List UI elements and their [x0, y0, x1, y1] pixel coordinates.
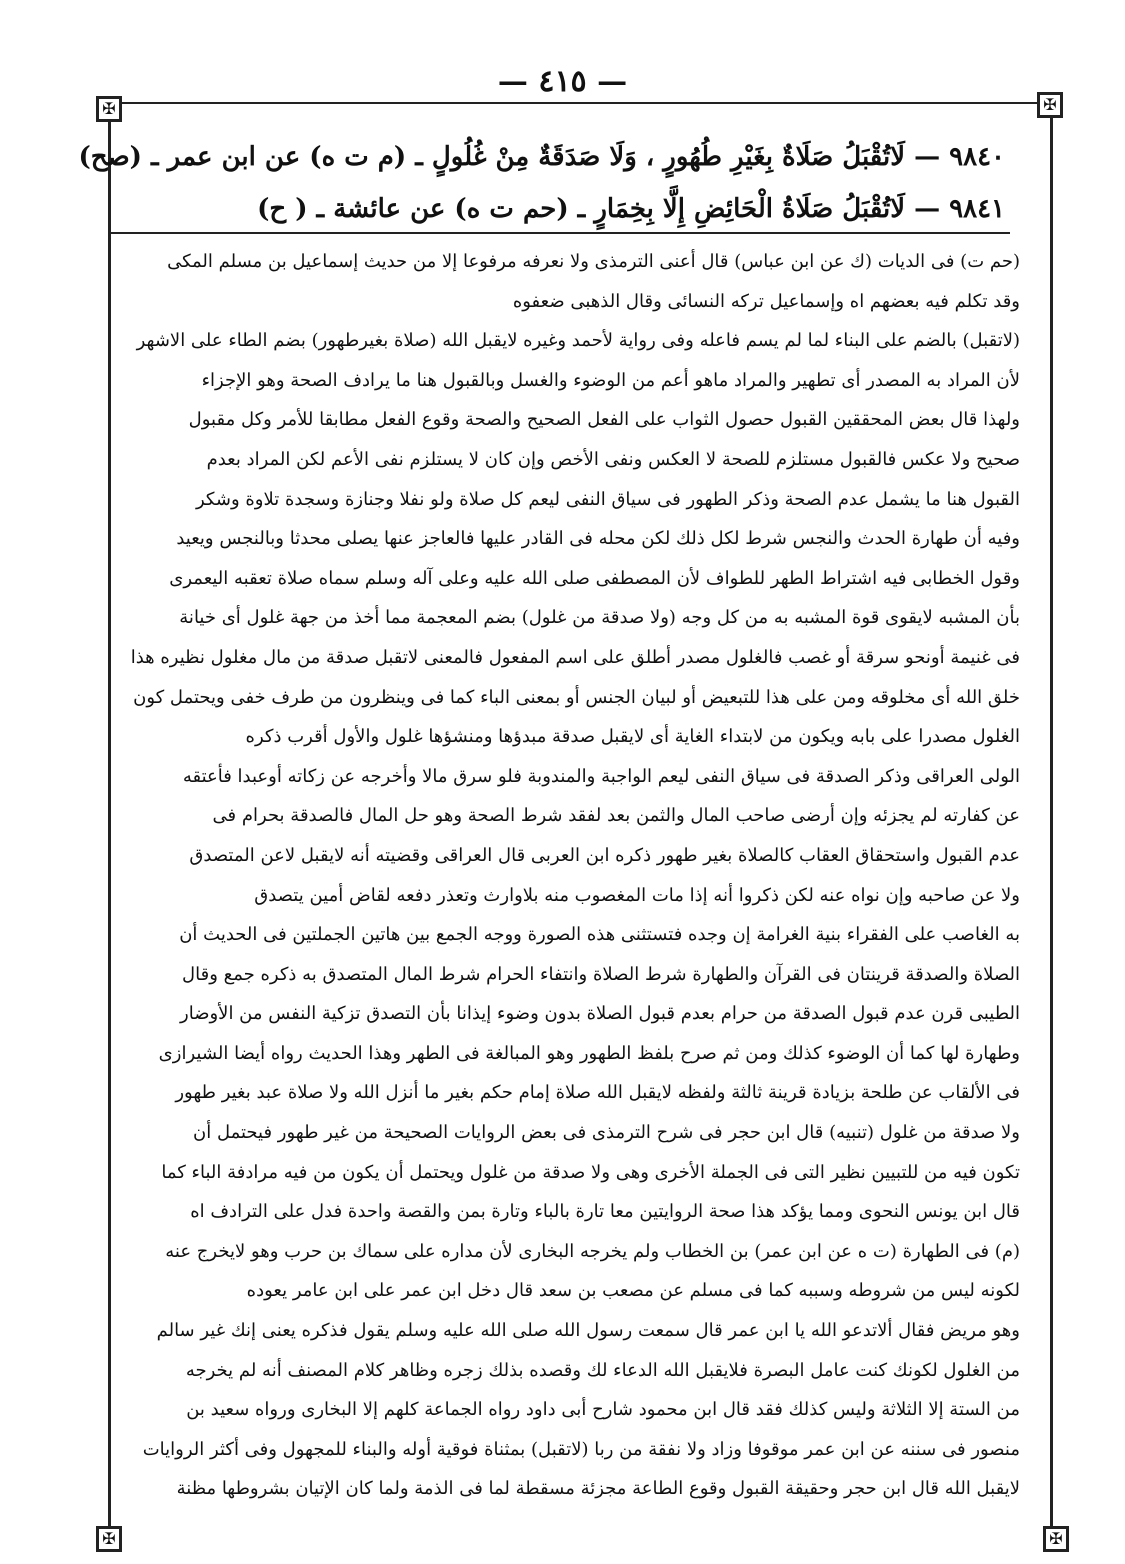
commentary-line: وهو مريض فقال ألاتدعو الله يا ابن عمر قال سمعت رسول الله صلى الله عليه وسلم يقول فذكره يعنى إنك غير سالم [156, 1320, 1020, 1342]
commentary-line: ولا عن صاحبه وإن نواه عنه لكن ذكروا أنه إذا مات المغصوب منه بلاوارث وتعذر دفعه لقاض أمين يتصدق [254, 884, 1020, 906]
hadith-9840: ٩٨٤٠ — لَاتُقْبَلُ صَلَاةٌ بِغَيْرِ طُهُورٍ ، وَلَا صَدَقَةٌ مِنْ غُلُولٍ ـ (م ت ه) عن ابن عمر ـ (صح) [78, 142, 1005, 172]
frame-top-border [108, 102, 1053, 104]
commentary-line: فى الألقاب عن طلحة بزيادة قرينة ثالثة ولفظه لايقبل الله صلاة إمام حكم بغير ما أنزل الله ولا صلاة عبد بغير طهور [175, 1082, 1020, 1104]
commentary-line: عدم القبول واستحقاق العقاب كالصلاة بغير طهور ذكره ابن العربى قال العراقى وقضيته أنه لايقبل لاعن المتصدق [189, 844, 1020, 866]
commentary-line: وطهارة لها كما أن الوضوء كذلك ومن ثم صرح بلفظ الطهور وهو المبالغة فى الطهر وهذا الحديث رواه أيضا الشيرازى [158, 1042, 1020, 1064]
commentary-line: بأن المشبه لايقوى قوة المشبه به من كل وجه (ولا صدقة من غلول) بضم المعجمة مما أخذ من جهة غلول أى خيانة [179, 607, 1020, 629]
commentary-line: خلق الله أى مخلوقه ومن على هذا للتبعيض أو لبيان الجنس أو بمعنى الباء كما فى وينظرون من طرف خفى ويحتمل كون [133, 686, 1020, 708]
commentary-line: تكون فيه من للتبيين نظير التى فى الجملة الأخرى وهى ولا صدقة من غلول ويحتمل أن يكون من فيه مرادفة الباء كما [161, 1161, 1020, 1183]
corner-ornament-icon: ✠ [1037, 92, 1063, 118]
corner-ornament-icon: ✠ [1043, 1526, 1069, 1552]
commentary-line: (لاتقبل) بالضم على البناء لما لم يسم فاعله وفى رواية لأحمد وغيره لايقبل الله (صلاة بغيرطهور) بضم الطاء على الاشهر [136, 330, 1020, 352]
hadith-9841: ٩٨٤١ — لَاتُقْبَلُ صَلَاةُ الْحَائِضِ إِلَّا بِخِمَارٍ ـ (حم ت ه) عن عائشة ـ ( ح) [257, 194, 1005, 224]
commentary-line: لايقبل الله قال ابن حجر وحقيقة القبول وقوع الطاعة مجزئة مسقطة لما فى الذمة ولما كان الإتيان بشروطها مظنة [176, 1478, 1020, 1500]
commentary-line: فى غنيمة أونحو سرقة أو غصب فالغلول مصدر أطلق على اسم المفعول فالمعنى لاتقبل صدقة من مال مغلول نظيره هذا [130, 646, 1020, 668]
commentary-line: به الغاصب على الفقراء بنية الغرامة إن وجده فتستثنى هذه الصورة ووجه الجمع بين هاتين الجملتين فى الحديث أن [179, 924, 1020, 946]
page-number: — ٤١٥ — [497, 64, 628, 99]
commentary-line: من الغلول لكونك كنت عامل البصرة فلايقبل الله الدعاء لك وقصده بذلك زجره وظاهر كلام المصنف أنه لم يخرجه [185, 1359, 1020, 1381]
commentary-line: (حم ت) فى الديات (ك عن ابن عباس) قال أعنى الترمذى ولا نعرفه مرفوعا إلا من حديث إسماعيل بن مسلم المكى [167, 251, 1020, 272]
commentary-block [120, 242, 1020, 1509]
commentary-line: عن كفارته لم يجزئه وإن أرضى صاحب المال والثمن بعد لفقد شرط الصحة وهو حل المال فالصدقة بحرام فى [212, 805, 1020, 827]
section-divider [110, 232, 1010, 234]
commentary-line: وقد تكلم فيه بعضهم اه وإسماعيل تركه النسائى وقال الذهبى ضعفوه [512, 290, 1020, 312]
commentary-line: الولى العراقى وذكر الصدقة فى سياق النفى ليعم الواجبة والمندوبة فلو سرق مالا وأخرجه عن زكاته أوعبدا فأعتقه [182, 765, 1020, 787]
commentary-line: وفيه أن طهارة الحدث والنجس شرط لكل ذلك لكن محله فى القادر عليها فالعاجز عنها يصلى محدثا وبالنجس ويعيد [176, 528, 1020, 550]
commentary-line: القبول هنا ما يشمل عدم الصحة وذكر الطهور فى سياق النفى ليعم كل صلاة ولو نفلا وجنازة وسجدة تلاوة وشكر [195, 488, 1020, 510]
commentary-line: الصلاة والصدقة قرينتان فى القرآن والطهارة شرط الصلاة وانتفاء الحرام شرط المال المتصدق به ذكره جمع وقال [182, 963, 1020, 985]
corner-ornament-icon: ✠ [96, 96, 122, 122]
commentary-line: ولا صدقة من غلول (تنبيه) قال ابن حجر فى شرح الترمذى فى بعض الروايات الصحيحة من غير طهور فيحتمل أن [193, 1122, 1020, 1144]
commentary-line: قال ابن يونس النحوى ومما يؤكد هذا صحة الروايتين معا تارة بالباء وتارة بمن والقصة واحدة فدل على الترادف اه [190, 1201, 1020, 1223]
commentary-line: (م) فى الطهارة (ت ه عن ابن عمر) بن الخطاب ولم يخرجه البخارى لأن مداره على سماك بن حرب وهو لايخرج عنه [165, 1240, 1020, 1262]
commentary-line: لكونه ليس من شروطه وسببه كما فى مسلم عن مصعب بن سعد قال دخل ابن عمر على ابن عامر يعوده [246, 1280, 1020, 1302]
commentary-line: وقول الخطابى فيه اشتراط الطهر للطواف لأن المصطفى صلى الله عليه وعلى آله وسلم سماه صلاة تعقبه اليعمرى [169, 567, 1020, 589]
commentary-line: من الستة إلا الثلاثة وليس كذلك فقد قال ابن محمود شارح أبى داود رواه الجماعة كلهم إلا البخارى ورواه سعيد بن [186, 1399, 1020, 1421]
commentary-line: ولهذا قال بعض المحققين القبول حصول الثواب على الفعل الصحيح والصحة وقوع الفعل مطابقا للأمر وكل مقبول [188, 409, 1020, 431]
commentary-line: صحيح ولا عكس فالقبول مستلزم للصحة لا العكس ونفى الأخص وإن كان لا يستلزم نفى الأعم لكن المراد بعدم [206, 448, 1020, 470]
frame-left-border [108, 96, 111, 1526]
commentary-line: الطيبى قرن عدم قبول الصدقة من حرام بعدم قبول الصلاة بدون وضوء إيذانا بأن التصدق تزكية النفس من الأوضار [180, 1003, 1020, 1025]
commentary-line: منصور فى سننه عن ابن عمر موقوفا وزاد ولا نفقة من ربا (لاتقبل) بمثناة فوقية أوله والبناء للمجهول وفى أكثر الروايات [142, 1438, 1020, 1460]
commentary-line: لأن المراد به المصدر أى تطهير والمراد ماهو أعم من الوضوء والغسل وبالقبول هنا ما يرادف الصحة وهو الإجزاء [201, 369, 1020, 391]
corner-ornament-icon: ✠ [96, 1526, 122, 1552]
commentary-line: الغلول مصدرا على بابه ويكون من لابتداء الغاية أى لايقبل صدقة مبدؤها ومنشؤها غلول والأول أقرب ذكره [245, 726, 1020, 748]
frame-right-border [1050, 100, 1053, 1530]
